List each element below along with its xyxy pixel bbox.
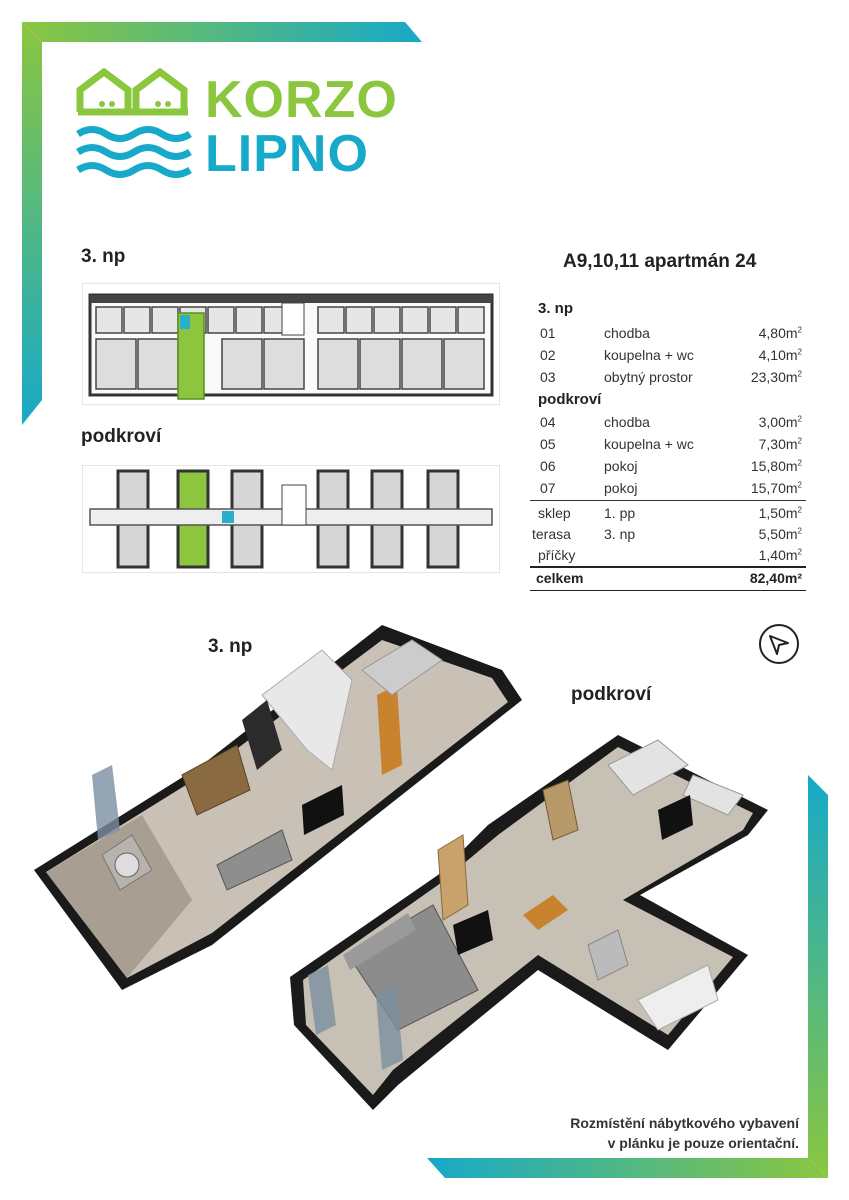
render-label-attic: podkroví xyxy=(571,684,652,705)
table-total-row: celkem 82,40m² xyxy=(536,570,802,586)
render-attic xyxy=(288,725,768,1120)
table-row: 01 chodba $4,80m^2$ xyxy=(540,325,802,341)
table-row: terasa 3. np $5,50m^2$ xyxy=(532,526,802,542)
table-divider xyxy=(530,500,806,501)
logo-line1: KORZO xyxy=(205,71,398,129)
logo-line2: LIPNO xyxy=(205,125,369,183)
table-row: 02 koupelna + wc $4,10m^2$ xyxy=(540,347,802,363)
disclaimer xyxy=(570,1113,799,1153)
apartment-title: A9,10,11 apartmán 24 xyxy=(563,251,757,272)
logo-houses-icon xyxy=(76,68,196,180)
plan-label-floor: 3. np xyxy=(81,246,126,267)
table-row: 07 pokoj $15,70m^2$ xyxy=(540,480,802,496)
table-divider xyxy=(530,566,806,568)
disclaimer-line2: v plánku je pouze orientační. xyxy=(607,1135,799,1151)
table-row: příčky $1,40m^2$ xyxy=(538,547,802,563)
plan-label-attic: podkroví xyxy=(81,426,162,447)
north-arrow-icon xyxy=(758,623,800,665)
table-row: 04 chodba $3,00m^2$ xyxy=(540,414,802,430)
render-label-floor: 3. np xyxy=(208,636,253,657)
table-heading-floor: 3. np xyxy=(538,300,574,317)
table-row: 03 obytný prostor $23,30m^2$ xyxy=(540,369,802,385)
floor-plan-attic xyxy=(82,465,500,573)
table-divider xyxy=(530,590,806,591)
floor-plan-3np xyxy=(82,283,500,405)
table-row: 05 koupelna + wc $7,30m^2$ xyxy=(540,436,802,452)
disclaimer-line1: Rozmístění nábytkového vybavení xyxy=(570,1115,799,1131)
table-row: sklep 1. pp $1,50m^2$ xyxy=(538,505,802,521)
table-heading-attic: podkroví xyxy=(538,391,602,408)
table-row: 06 pokoj $15,80m^2$ xyxy=(540,458,802,474)
